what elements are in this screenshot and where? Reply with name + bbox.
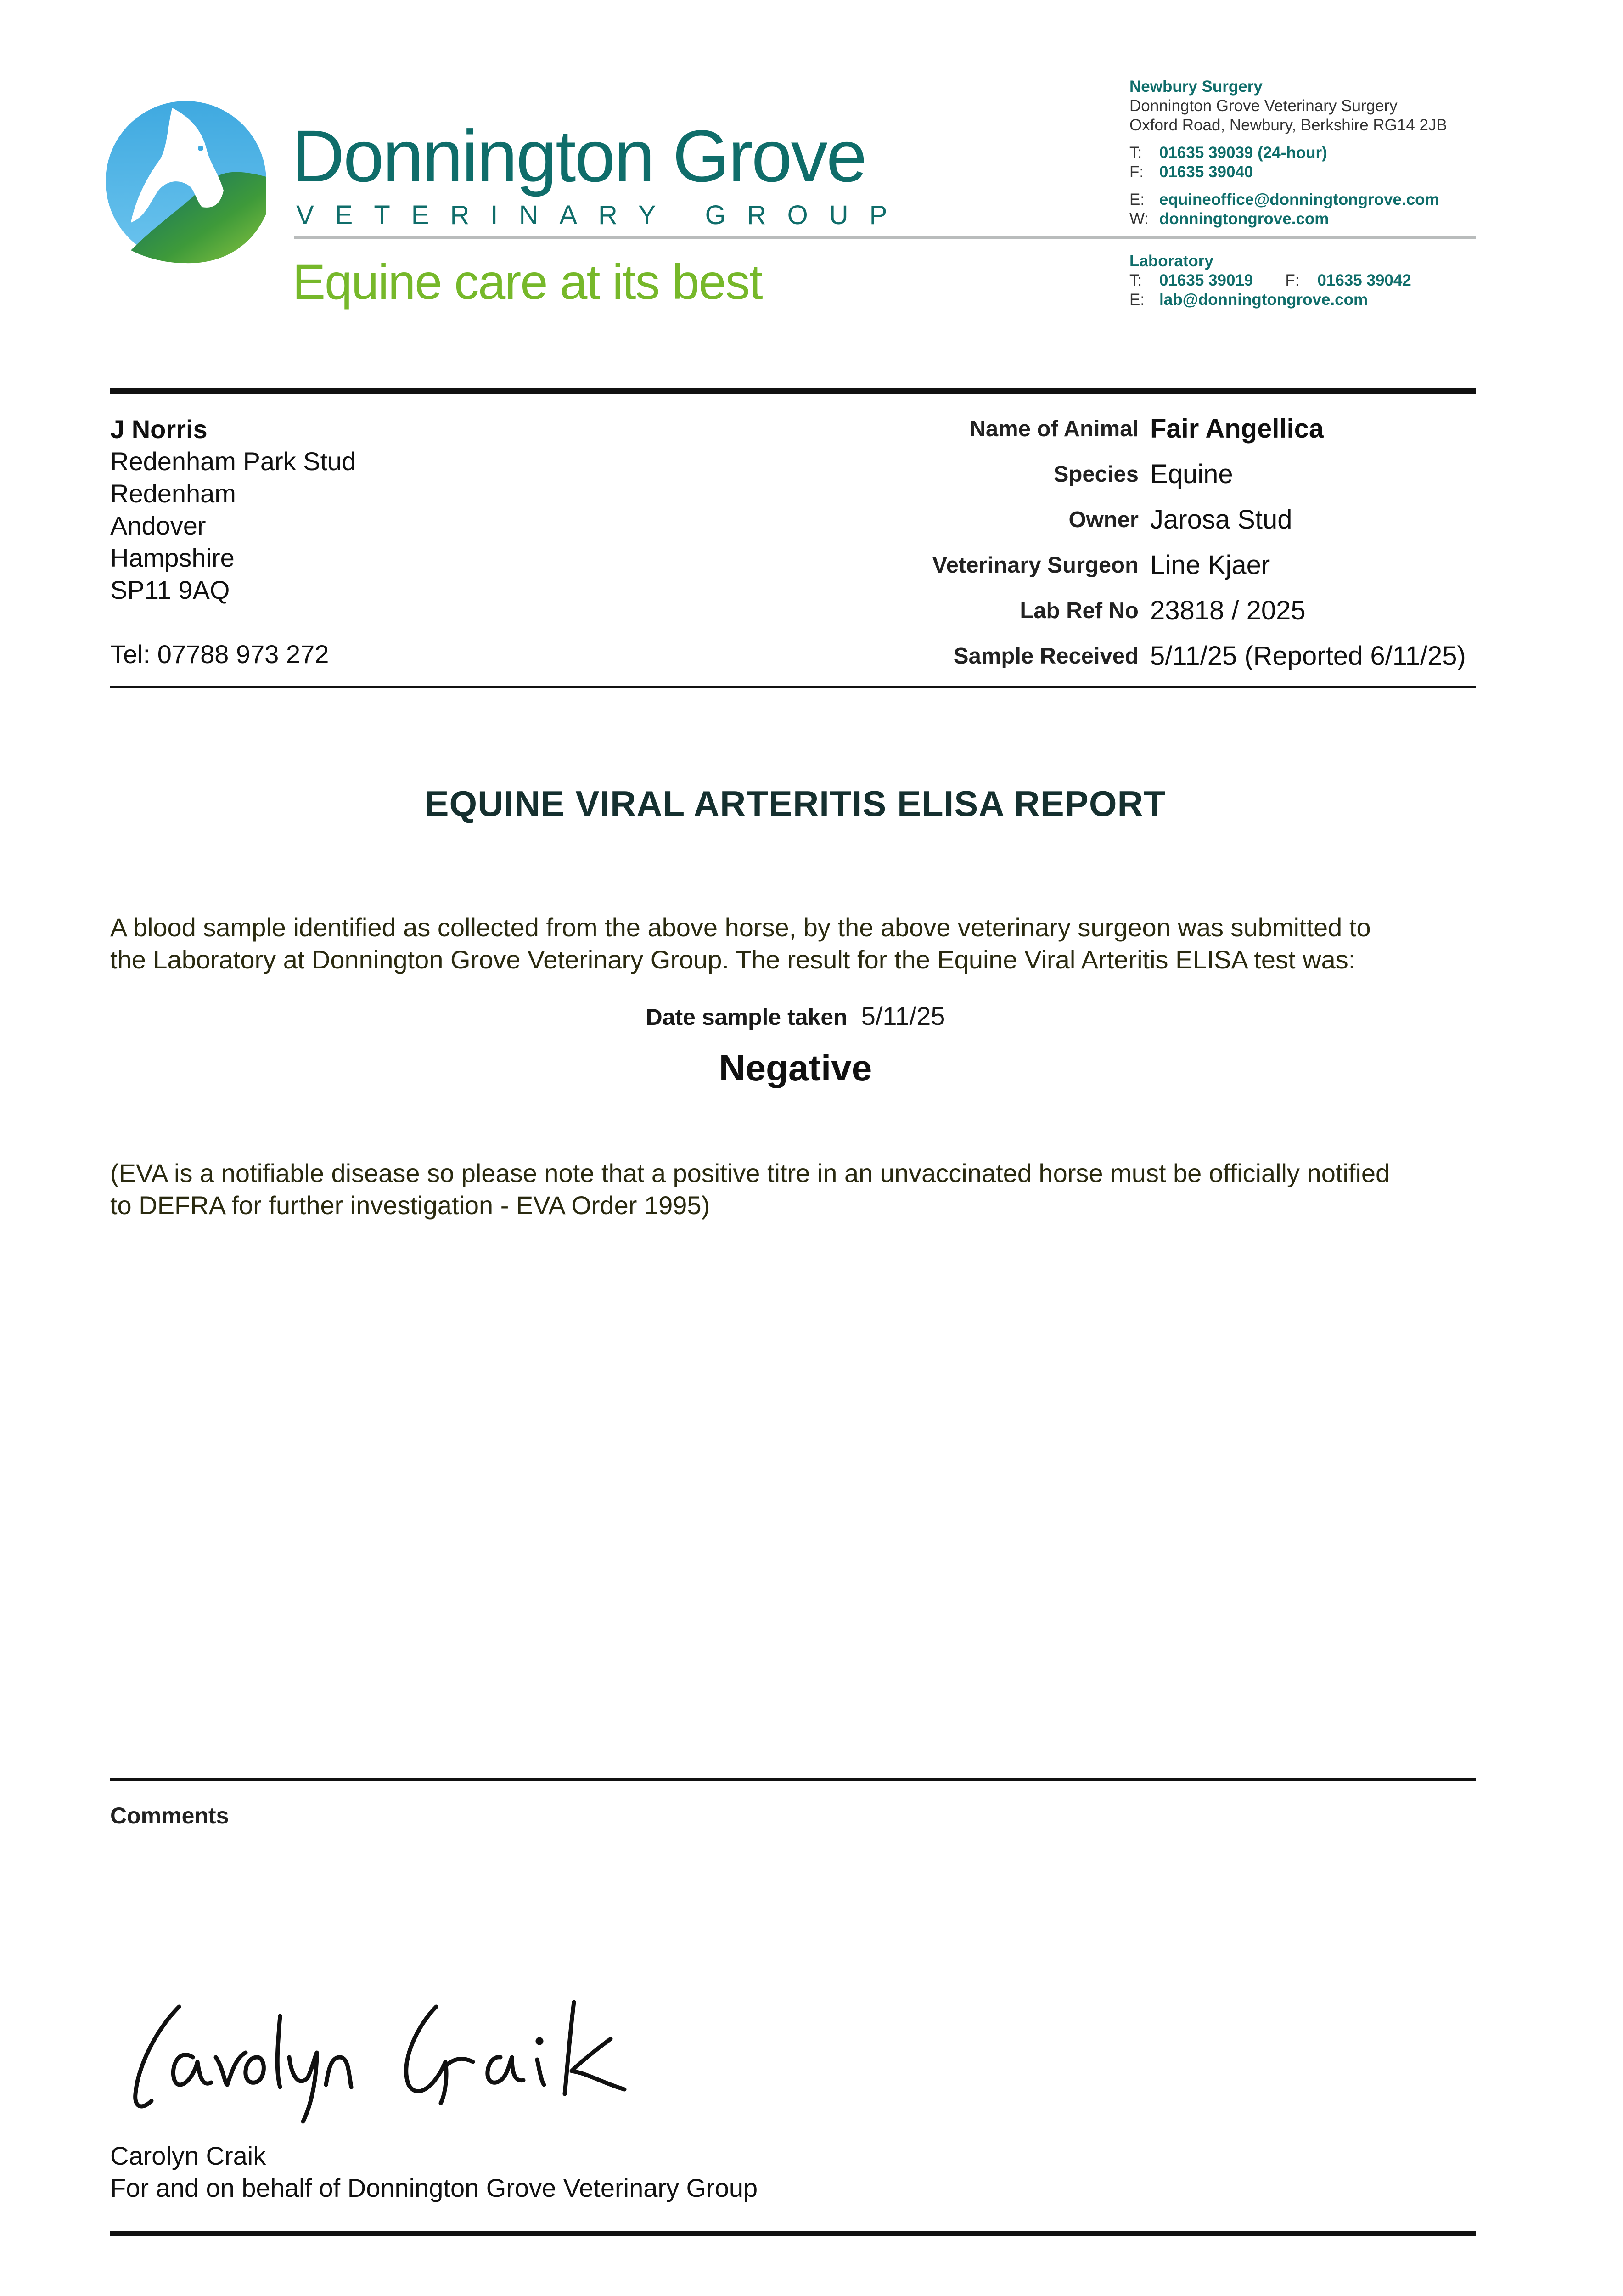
- surgery-web-link[interactable]: donningtongrove.com: [1159, 210, 1329, 228]
- detail-row: [735, 550, 1478, 595]
- address-line: SP11 9AQ: [110, 575, 230, 604]
- recipient-tel: Tel: 07788 973 272: [110, 640, 329, 669]
- detail-row: [735, 504, 1478, 550]
- brand-group: VETERINARY GROUP: [296, 200, 909, 230]
- date-sample-taken-label: Date sample taken: [646, 1004, 848, 1030]
- handwritten-signature: [124, 1988, 735, 2126]
- detail-label: Veterinary Surgeon: [932, 553, 1139, 578]
- report-intro-line: the Laboratory at Donnington Grove Veterinary Group. The result for the Equine Viral Arteritis ELISA test was:: [110, 945, 1356, 974]
- detail-value: Equine: [1150, 459, 1233, 489]
- comments-rule: [110, 1778, 1476, 1781]
- recipient-name: J Norris: [110, 415, 208, 444]
- test-result: Negative: [719, 1047, 872, 1088]
- lab-tel: 01635 39019: [1159, 271, 1253, 289]
- signatory: [110, 2140, 758, 2204]
- brand-name: Donnington Grove: [292, 115, 866, 197]
- recipient-address: [110, 413, 356, 670]
- report-intro-line: A blood sample identified as collected from the above horse, by the above veterinary surgeon was submitted to: [110, 913, 1371, 942]
- detail-value: Line Kjaer: [1150, 550, 1270, 580]
- address-line: Redenham Park Stud: [110, 447, 356, 476]
- surgery-tel: 01635 39039 (24-hour): [1159, 144, 1327, 162]
- details-rule: [110, 686, 1476, 688]
- surgery-fax-label: F:: [1129, 163, 1144, 181]
- horse-head-logo-icon: [103, 99, 269, 264]
- report-intro: [110, 912, 1488, 976]
- signatory-on-behalf: For and on behalf of Donnington Grove Veterinary Group: [110, 2173, 758, 2202]
- detail-row: [735, 595, 1478, 641]
- detail-label: Species: [1053, 462, 1139, 487]
- detail-value: Fair Angellica: [1150, 414, 1324, 444]
- surgery-email-link[interactable]: equineoffice@donningtongrove.com: [1159, 191, 1439, 208]
- detail-label: Name of Animal: [969, 416, 1139, 441]
- lab-email-label: E:: [1129, 291, 1145, 309]
- notifiable-note: [110, 1157, 1488, 1221]
- letterhead-divider: [294, 236, 1476, 239]
- footer-rule: [110, 2231, 1476, 2236]
- detail-value: 5/11/25 (Reported 6/11/25): [1150, 641, 1466, 671]
- detail-row: [735, 459, 1478, 504]
- address-line: Andover: [110, 511, 206, 540]
- brand-tagline: Equine care at its best: [292, 254, 762, 310]
- signatory-name: Carolyn Craik: [110, 2141, 266, 2170]
- lab-fax-label: F:: [1285, 271, 1300, 289]
- detail-label: Sample Received: [953, 644, 1139, 669]
- detail-row: [735, 641, 1478, 686]
- surgery-email-label: E:: [1129, 191, 1145, 208]
- detail-value: Jarosa Stud: [1150, 505, 1292, 535]
- detail-row: [735, 413, 1478, 459]
- address-line: Redenham: [110, 479, 236, 508]
- surgery-heading: Newbury Surgery: [1129, 78, 1263, 96]
- surgery-address-line2: Oxford Road, Newbury, Berkshire RG14 2JB: [1129, 116, 1447, 134]
- detail-value: 23818 / 2025: [1150, 596, 1306, 625]
- address-line: Hampshire: [110, 543, 235, 572]
- lab-email-link[interactable]: lab@donningtongrove.com: [1159, 291, 1368, 309]
- animal-details: [735, 413, 1478, 686]
- detail-label: Lab Ref No: [1020, 598, 1139, 623]
- note-line: (EVA is a notifiable disease so please note that a positive titre in an unvaccinated horse must be officially notified: [110, 1159, 1390, 1187]
- lab-tel-label: T:: [1129, 271, 1142, 289]
- header-rule: [110, 388, 1476, 394]
- laboratory-heading: Laboratory: [1129, 252, 1213, 270]
- detail-label: Owner: [1068, 507, 1139, 532]
- report-title: EQUINE VIRAL ARTERITIS ELISA REPORT: [425, 783, 1166, 824]
- note-line: to DEFRA for further investigation - EVA Order 1995): [110, 1191, 710, 1220]
- date-sample-taken-value: 5/11/25: [861, 1002, 945, 1030]
- surgery-web-label: W:: [1129, 210, 1149, 228]
- surgery-tel-label: T:: [1129, 144, 1142, 162]
- laboratory-contact: [1129, 252, 1411, 310]
- surgery-contact: [1129, 77, 1447, 229]
- lab-fax: 01635 39042: [1317, 271, 1411, 289]
- surgery-address-line1: Donnington Grove Veterinary Surgery: [1129, 97, 1398, 115]
- surgery-fax: 01635 39040: [1159, 163, 1253, 181]
- date-sample-taken: [0, 1001, 1591, 1031]
- comments-label: Comments: [110, 1803, 229, 1829]
